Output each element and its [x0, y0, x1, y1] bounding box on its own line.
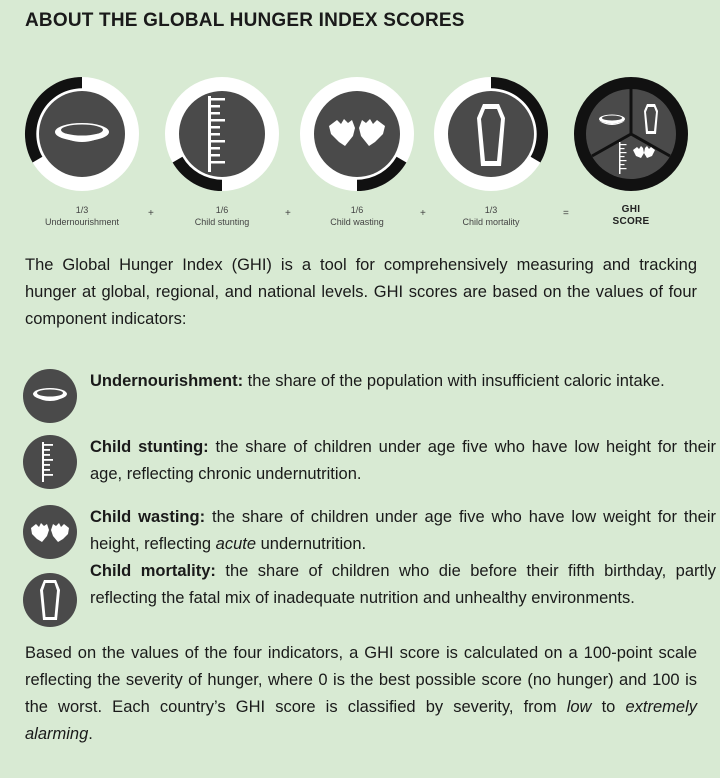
item-description: the share of children who die before their fifth birthday, partly reflecting the fatal mix of inadequate nutrition and unhealthy environments. [90, 562, 716, 607]
undernourishment-ring [22, 74, 142, 194]
plus-sign: + [285, 208, 291, 219]
item-description-end: undernutrition. [256, 535, 367, 553]
stunting-label: 1/6 Child stunting [194, 205, 250, 227]
ghi-score-composite [571, 74, 691, 194]
closing-paragraph: Based on the values of the four indicators, a GHI score is calculated on a 100-point scale reflecting the severity of hunger, where 0 is the best possible score (no hunger) and 100 is the worst. Each country’s GHI score is classified by severity, from low to extremely alarming. [25, 644, 698, 743]
stunting-ring [162, 74, 282, 194]
mortality-label: 1/3 Child mortality [462, 205, 520, 227]
height-ruler-icon [22, 434, 78, 495]
undernourishment-label: 1/3 Undernourishment [44, 205, 120, 227]
severity-high: extremely alarming [25, 698, 698, 743]
coffin-icon [22, 572, 78, 633]
item-term: Child wasting: [90, 508, 206, 526]
plus-sign: + [148, 208, 154, 219]
severity-low: low [566, 698, 592, 716]
item-term: Undernourishment: [90, 372, 244, 390]
intro-paragraph: The Global Hunger Index (GHI) is a tool for comprehensively measuring and tracking hunger at global, regional, and national levels. GHI scores are based on the values of four component indicators: [25, 256, 697, 328]
page-title: ABOUT THE GLOBAL HUNGER INDEX SCORES [25, 10, 465, 31]
coffin-icon [477, 104, 505, 166]
bowl-icon [22, 368, 78, 429]
list-item-stunting [22, 434, 716, 490]
item-description: the share of the population with insufficient caloric intake. [243, 372, 665, 390]
hands-icon [22, 504, 78, 565]
plus-sign: + [420, 208, 426, 219]
wasting-ring [297, 74, 417, 194]
item-emphasis: acute [215, 535, 257, 553]
item-description: the share of children under age five who have low height for their age, reflecting chronic undernutrition. [90, 438, 716, 483]
indicator-diagram [0, 74, 720, 194]
list-item-undernourishment [22, 368, 702, 424]
wasting-label: 1/6 Child wasting [330, 205, 384, 227]
item-term: Child stunting: [90, 438, 209, 456]
item-term: Child mortality: [90, 562, 216, 580]
item-description: the share of children under age five who have low weight for their height, reflecting [90, 508, 716, 553]
coffin-icon [644, 104, 658, 134]
formula-labels [0, 204, 720, 234]
ghi-score-label: GHI SCORE [612, 204, 650, 227]
list-item-mortality [22, 558, 716, 642]
mortality-ring [431, 74, 551, 194]
list-item-wasting [22, 504, 716, 560]
equals-sign: = [563, 208, 569, 219]
